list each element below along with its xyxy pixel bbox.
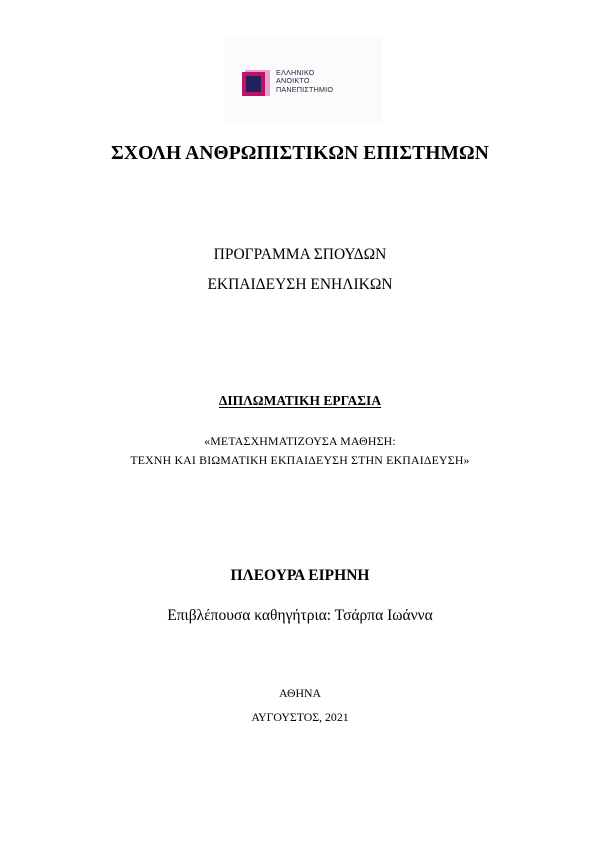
city: ΑΘΗΝΑ (278, 686, 322, 700)
logo-text-line1: ΕΛΛΗΝΙΚΟ (276, 68, 315, 77)
date: ΑΥΓΟΥΣΤΟΣ, 2021 (251, 710, 349, 724)
thesis-title-line2: ΤΕΧΝΗ ΚΑΙ ΒΙΩΜΑΤΙΚΗ ΕΚΠΑΙΔΕΥΣΗ ΣΤΗΝ ΕΚΠΑΙΔΕΥΣΗ» (130, 453, 470, 467)
university-logo (224, 38, 382, 124)
logo-text-line2: ΑΝΟΙΚΤΟ (276, 76, 310, 86)
thesis-title-line1: «ΜΕΤΑΣΧΗΜΑΤΙΖΟΥΣΑ ΜΑΘΗΣΗ: (204, 434, 396, 448)
thesis-label: ΔΙΠΛΩΜΑΤΙΚΗ ΕΡΓΑΣΙΑ (218, 393, 382, 408)
supervisor-line: Επιβλέπουσα καθηγήτρια: Τσάρπα Ιωάννα (167, 607, 433, 624)
university-logo-mark-icon (242, 68, 272, 98)
school-heading: ΣΧΟΛΗ ΑΝΘΡΩΠΙΣΤΙΚΩΝ ΕΠΙΣΤΗΜΩΝ (111, 143, 489, 164)
logo-text (276, 69, 333, 94)
program-label: ΠΡΟΓΡΑΜΜΑ ΣΠΟΥΔΩΝ (213, 246, 387, 263)
author-name: ΠΛΕΟΥΡΑ ΕΙΡΗΝΗ (230, 567, 370, 584)
program-name: ΕΚΠΑΙΔΕΥΣΗ ΕΝΗΛΙΚΩΝ (207, 276, 393, 293)
logo-text-line3: ΠΑΝΕΠΙΣΤΗΜΙΟ (276, 84, 334, 94)
